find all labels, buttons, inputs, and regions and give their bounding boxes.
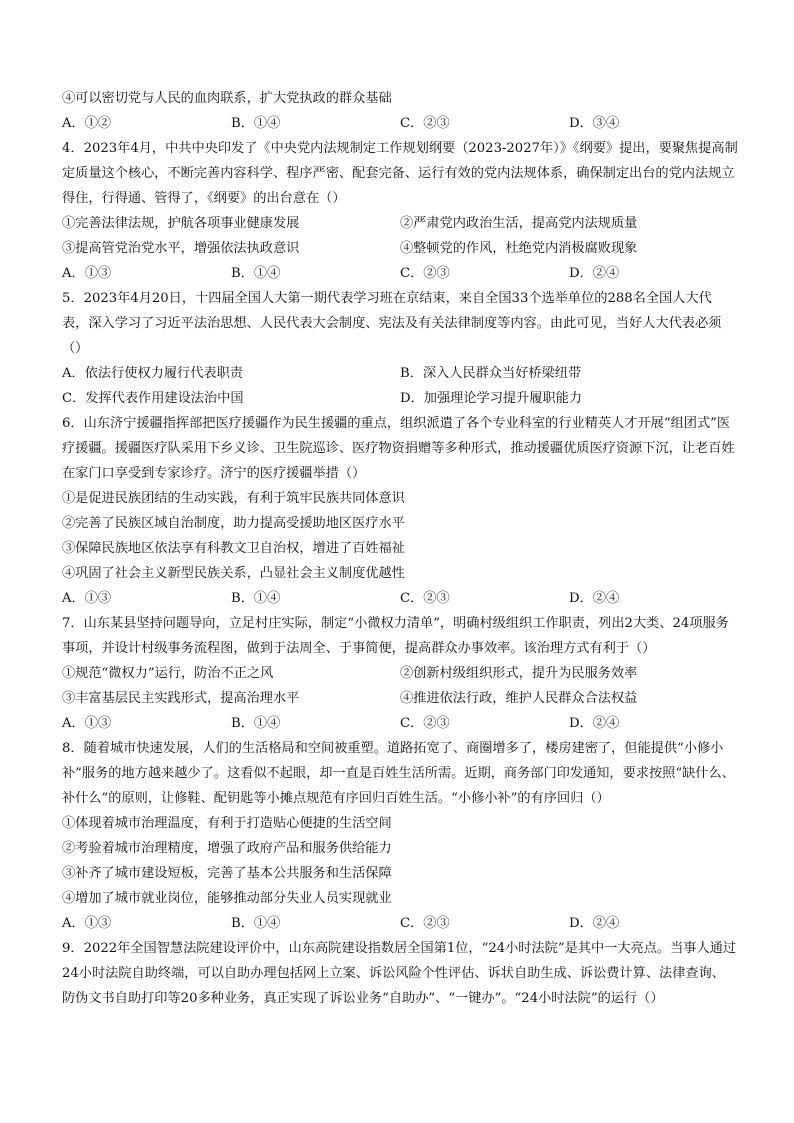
statement-1: ①完善法律法规，护航各项事业健康发展 (62, 216, 300, 231)
statement-3: ③提高管党治党水平，增强依法执政意识 (62, 241, 300, 256)
question-6-stem: 6．山东济宁援疆指挥部把医疗援疆作为民生援疆的重点，组织派遣了各个专业科室的行业精英人才开展“组团式”医疗援疆。援疆医疗队采用下乡义诊、卫生院巡诊、医疗物资捐赠等多种形式，推动援疆优质医疗资源下沉，让老百姓在家门口享受到专家诊疗。济宁的医疗援疆举措（） (62, 416, 735, 481)
statement-2: ②严肃党内政治生活，提高党内法规质量 (400, 216, 638, 231)
option-b[interactable]: B．①④ (231, 591, 281, 606)
question-4-stem: 4．2023年4月，中共中央印发了《中央党内法规制定工作规划纲要（2023-2027年）》《纲要》提出，要聚焦提高制定质量这个核心，不断完善内容科学、程序严密、配套完备、运行有效的党内法规体系，确保制定出台的党内法规立得住，行得通、管得了，《纲要》的出台意在（） (62, 141, 738, 206)
option-a[interactable]: A．①③ (62, 916, 112, 931)
question-4-statements-row-1 (62, 211, 738, 236)
question-8-options (62, 911, 738, 936)
statement-3: ③保障民族地区依法享有科教文卫自治权，增进了百姓福祉 (62, 541, 405, 556)
question-5-options-row-2 (62, 386, 738, 411)
option-b[interactable]: B．①④ (231, 716, 281, 731)
statement-4: ④整顿党的作风，杜绝党内消极腐败现象 (400, 241, 638, 256)
option-d[interactable]: D．加强理论学习提升履职能力 (400, 391, 583, 406)
option-a[interactable]: A．①③ (62, 591, 112, 606)
statement-2: ②完善了民族区域自治制度，助力提高受援助地区医疗水平 (62, 516, 405, 531)
statement-1: ①体现着城市治理温度，有利于打造贴心便捷的生活空间 (62, 816, 392, 831)
question-4-options (62, 261, 738, 286)
option-a[interactable]: A．①② (62, 116, 112, 131)
question-5-stem: 5．2023年4月20日，十四届全国人大第一期代表学习班在京结束，来自全国33个选举单位的288名全国人大代表，深入学习了习近平法治思想、人民代表大会制度、宪法及有关法律制度等内容。由此可见，当好人大代表必须（） (62, 291, 722, 356)
option-c[interactable]: C．②③ (400, 716, 450, 731)
prev-options (62, 111, 738, 136)
option-b[interactable]: B．①④ (231, 916, 281, 931)
statement-4: ④推进依法行政，维护人民群众合法权益 (400, 691, 638, 706)
option-d[interactable]: D．③④ (569, 116, 620, 131)
question-9-stem: 9．2022年全国智慧法院建设评价中，山东高院建设指数居全国第1位，“24小时法院”是其中一大亮点。当事人通过24小时法院自助终端，可以自助办理包括网上立案、诉讼风险个性评估、诉状自助生成、诉讼费计算、法律查询、防伪文书自助打印等20多种业务，真正实现了诉讼业务“自助办”、“一键办”。“24小时法院”的运行（） (62, 941, 737, 1006)
option-b[interactable]: B．①④ (231, 266, 281, 281)
option-c[interactable]: C．②③ (400, 266, 450, 281)
option-a[interactable]: A．依法行使权力履行代表职责 (62, 366, 243, 381)
statement-1: ①是促进民族团结的生动实践，有利于筑牢民族共同体意识 (62, 491, 405, 506)
statement-2: ②考验着城市治理精度，增强了政府产品和服务供给能力 (62, 841, 392, 856)
option-b[interactable]: B．①④ (231, 116, 281, 131)
statement-1: ①规范“微权力”运行，防治不正之风 (62, 666, 274, 681)
option-b[interactable]: B．深入人民群众当好桥梁纽带 (400, 366, 582, 381)
question-7-options (62, 711, 738, 736)
option-a[interactable]: A．①③ (62, 716, 112, 731)
statement-4: ④增加了城市就业岗位，能够推动部分失业人员实现就业 (62, 891, 392, 906)
statement-4: ④巩固了社会主义新型民族关系，凸显社会主义制度优越性 (62, 566, 405, 581)
question-7-statements-row-2 (62, 686, 738, 711)
question-6-options (62, 586, 738, 611)
option-d[interactable]: D．②④ (569, 916, 620, 931)
question-5-options-row-1 (62, 361, 738, 386)
statement-3: ③补齐了城市建设短板，完善了基本公共服务和生活保障 (62, 866, 392, 881)
exam-page (62, 86, 738, 1011)
option-a[interactable]: A．①③ (62, 266, 112, 281)
option-c[interactable]: C．发挥代表作用建设法治中国 (62, 391, 244, 406)
question-8-stem: 8．随着城市快速发展，人们的生活格局和空间被重塑。道路拓宽了、商圈增多了，楼房建密了，但能提供“小修小补”服务的地方越来越少了。这看似不起眼，却一直是百姓生活所需。近期，商务部门印发通知，要求按照“缺什么、补什么”的原则，让修鞋、配钥匙等小摊点规范有序回归百姓生活。“小修小补”的有序回归（） (62, 741, 735, 806)
option-c[interactable]: C．②③ (400, 591, 450, 606)
option-c[interactable]: C．②③ (400, 116, 450, 131)
statement-3: ③丰富基层民主实践形式，提高治理水平 (62, 691, 300, 706)
statement-2: ②创新村级组织形式，提升为民服务效率 (400, 666, 638, 681)
option-d[interactable]: D．②④ (569, 266, 620, 281)
prev-statement-4: ④可以密切党与人民的血肉联系，扩大党执政的群众基础 (62, 91, 392, 106)
question-7-statements-row-1 (62, 661, 738, 686)
question-7-stem: 7．山东某县坚持问题导向，立足村庄实际，制定“小微权力清单”，明确村级组织工作职责，列出2大类、24项服务事项，并设计村级事务流程图，做到于法周全、于事简便，提高群众办事效率。该治理方式有利于（） (62, 616, 729, 656)
option-c[interactable]: C．②③ (400, 916, 450, 931)
option-d[interactable]: D．②④ (569, 716, 620, 731)
question-4-statements-row-2 (62, 236, 738, 261)
option-d[interactable]: D．②④ (569, 591, 620, 606)
